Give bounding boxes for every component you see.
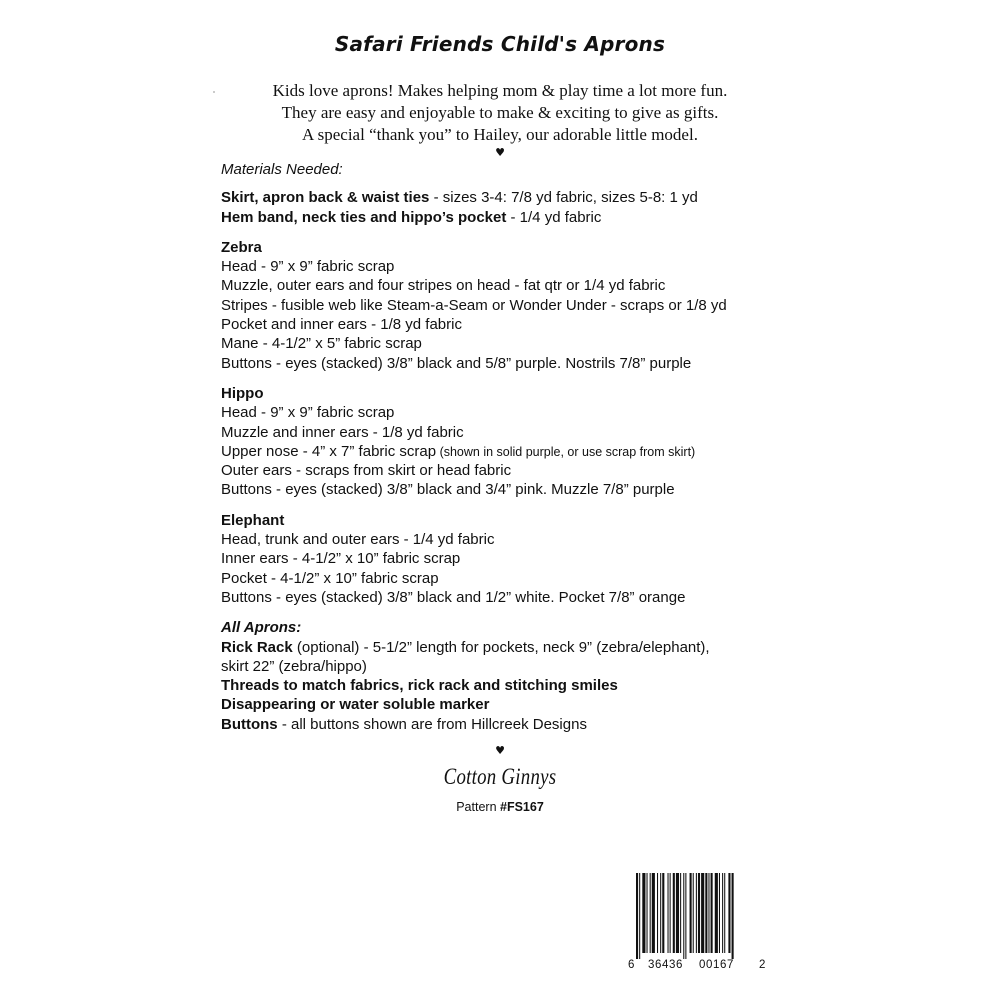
- barcode-bar: [696, 873, 697, 953]
- rick-rack-label: Rick Rack: [221, 638, 293, 656]
- hippo-item: Buttons - eyes (stacked) 3/8” black and 3/4” pink. Muzzle 7/8” purple: [221, 481, 675, 499]
- barcode-bar: [660, 873, 661, 953]
- barcode-bar: [711, 873, 713, 953]
- pattern-number-line: [0, 800, 1000, 814]
- zebra-item: Head - 9” x 9” fabric scrap: [221, 258, 395, 276]
- buttons-detail: - all buttons shown are from Hillcreek Designs: [277, 715, 587, 733]
- elephant-item: Head, trunk and outer ears - 1/4 yd fabric: [221, 531, 495, 549]
- barcode-bar: [668, 873, 669, 953]
- barcode-bar: [647, 873, 648, 953]
- barcode-bar: [701, 873, 704, 953]
- hippo-upper-nose-note: (shown in solid purple, or use scrap from skirt): [436, 444, 696, 459]
- material-name: Hem band, neck ties and hippo’s pocket: [221, 208, 507, 226]
- barcode-bar: [685, 873, 686, 959]
- hippo-heading: Hippo: [221, 384, 264, 402]
- pattern-number: #FS167: [500, 800, 544, 814]
- elephant-item: Buttons - eyes (stacked) 3/8” black and 1/2” white. Pocket 7/8” orange: [221, 588, 686, 606]
- hippo-item: [221, 442, 841, 461]
- page-title: Safari Friends Child's Aprons: [334, 32, 666, 56]
- barcode-bar: [662, 873, 664, 953]
- barcode-bar: [683, 873, 684, 959]
- threads-item: Threads to match fabrics, rick rack and stitching smiles: [221, 677, 618, 695]
- barcode-right-digits: 00167: [699, 959, 734, 971]
- brand-name: Cotton Ginnys: [443, 764, 557, 789]
- barcode-left-digits: 36436: [648, 959, 683, 971]
- intro-text: [0, 80, 1000, 146]
- intro-line: Kids love aprons! Makes helping mom & play time a lot more fun.: [272, 81, 728, 100]
- marker-item: Disappearing or water soluble marker: [221, 696, 490, 714]
- elephant-item: Pocket - 4-1/2” x 10” fabric scrap: [221, 569, 439, 587]
- barcode-bar: [698, 873, 700, 953]
- barcode-bar: [722, 873, 723, 953]
- barcode-bar: [724, 873, 725, 953]
- pattern-label: Pattern: [456, 800, 500, 814]
- barcode-bar: [680, 873, 681, 953]
- hippo-item: Muzzle and inner ears - 1/8 yd fabric: [221, 423, 464, 441]
- barcode-first-digit: 6: [628, 959, 635, 971]
- rick-rack-detail-cont: skirt 22” (zebra/hippo): [221, 657, 367, 675]
- barcode-bar: [642, 873, 645, 953]
- zebra-item: Pocket and inner ears - 1/8 yd fabric: [221, 316, 462, 334]
- barcode-digits: [628, 959, 768, 977]
- material-name: Skirt, apron back & waist ties: [221, 189, 430, 207]
- barcode-bar: [693, 873, 694, 953]
- zebra-heading: Zebra: [221, 238, 262, 256]
- heart-icon: ♥: [495, 744, 505, 757]
- intro-line: They are easy and enjoyable to make & exciting to give as gifts.: [281, 103, 719, 122]
- barcode-bar: [676, 873, 679, 953]
- barcode-bar: [715, 873, 718, 953]
- scan-speck: [213, 91, 215, 93]
- elephant-item: Inner ears - 4-1/2” x 10” fabric scrap: [221, 550, 461, 568]
- material-item: [221, 188, 841, 207]
- barcode-bars: [636, 873, 762, 959]
- zebra-item: Muzzle, outer ears and four stripes on head - fat qtr or 1/4 yd fabric: [221, 277, 666, 295]
- all-aprons-item: [221, 715, 841, 734]
- material-detail: - sizes 3-4: 7/8 yd fabric, sizes 5-8: 1 yd: [429, 189, 698, 207]
- material-item: [221, 208, 841, 227]
- hippo-upper-nose: Upper nose - 4” x 7” fabric scrap: [221, 442, 437, 460]
- elephant-heading: Elephant: [221, 511, 285, 529]
- barcode-bar: [657, 873, 658, 953]
- barcode-bar: [639, 873, 640, 959]
- zebra-item: Mane - 4-1/2” x 5” fabric scrap: [221, 335, 422, 353]
- hippo-item: Outer ears - scraps from skirt or head fabric: [221, 462, 512, 480]
- heart-icon: ♥: [495, 146, 505, 159]
- buttons-label: Buttons: [221, 715, 278, 733]
- all-aprons-heading: All Aprons:: [221, 619, 302, 637]
- barcode-check-digit: 2: [759, 959, 766, 971]
- material-detail: - 1/4 yd fabric: [506, 208, 602, 226]
- intro-line: A special “thank you” to Hailey, our adorable little model.: [302, 125, 698, 144]
- materials-heading: Materials Needed:: [221, 161, 343, 178]
- zebra-item: Stripes - fusible web like Steam-a-Seam or Wonder Under - scraps or 1/8 yd: [221, 296, 727, 314]
- rick-rack-detail: (optional) - 5-1/2” length for pockets, neck 9” (zebra/elephant),: [292, 638, 710, 656]
- barcode-bar: [728, 873, 730, 953]
- barcode-bar: [705, 873, 707, 953]
- barcode-bar: [650, 873, 651, 953]
- barcode-bar: [670, 873, 671, 953]
- materials-list: [221, 160, 841, 734]
- zebra-item: Buttons - eyes (stacked) 3/8” black and 5/8” purple. Nostrils 7/8” purple: [221, 354, 692, 372]
- barcode-bar: [652, 873, 655, 953]
- barcode-bar: [690, 873, 692, 953]
- barcode-bar: [636, 873, 638, 959]
- barcode-bar: [719, 873, 720, 953]
- barcode-bar: [708, 873, 709, 953]
- barcode: [628, 873, 768, 981]
- barcode-bar: [732, 873, 734, 959]
- all-aprons-item: [221, 638, 841, 657]
- barcode-bar: [673, 873, 675, 953]
- hippo-item: Head - 9” x 9” fabric scrap: [221, 404, 395, 422]
